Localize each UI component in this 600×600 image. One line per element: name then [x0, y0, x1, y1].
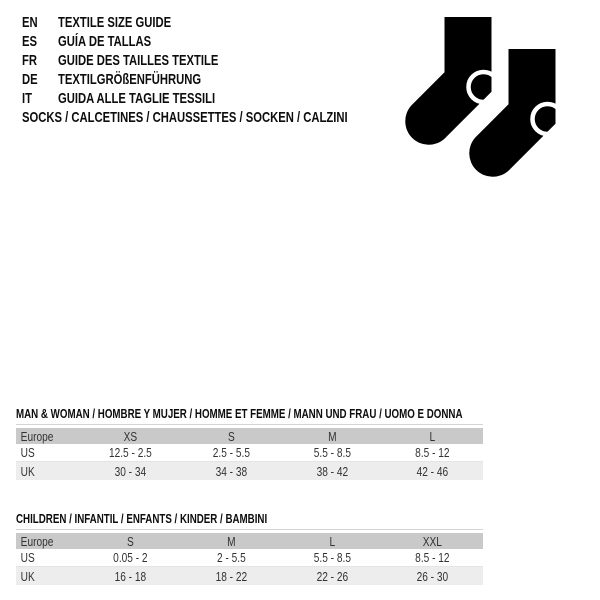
lang-code: IT — [22, 90, 33, 107]
lang-code: EN — [22, 14, 38, 31]
header-cell-m: M — [327, 428, 337, 444]
value-cell: 18 - 22 — [215, 568, 247, 584]
category-line-text: SOCKS / CALCETINES / CHAUSSETTES / SOCKEN / CALZINI — [22, 109, 348, 126]
lang-row-de — [22, 70, 272, 89]
header-cell-xs: XS — [123, 428, 138, 444]
table-row-uk — [16, 567, 483, 585]
table-header-row — [16, 428, 483, 444]
table-row-us — [16, 549, 483, 567]
lang-row-es — [22, 32, 272, 51]
value-cell: 2.5 - 5.5 — [212, 445, 250, 460]
value-cell: 34 - 38 — [215, 463, 247, 479]
lang-row-fr — [22, 51, 272, 70]
lang-label: GUIDE DES TAILLES TEXTILE — [58, 52, 219, 69]
value-cell: 12.5 - 2.5 — [108, 445, 152, 460]
table-row-uk — [16, 462, 483, 480]
divider-line — [16, 529, 483, 530]
value-cell: 5.5 - 8.5 — [313, 445, 351, 460]
value-cell: 30 - 34 — [114, 463, 147, 479]
table-header-row — [16, 533, 483, 549]
value-cell: 5.5 - 8.5 — [313, 550, 351, 565]
table-title — [16, 512, 483, 526]
value-cell: 42 - 46 — [416, 463, 449, 479]
value-cell: 8.5 - 12 — [415, 550, 450, 565]
row-label: US — [20, 445, 35, 460]
divider-line — [16, 424, 483, 425]
row-label: UK — [20, 568, 35, 584]
value-cell: 0.05 - 2 — [113, 550, 148, 565]
header-cell-s: S — [227, 428, 235, 444]
row-label: UK — [20, 463, 35, 479]
value-cell: 16 - 18 — [114, 568, 147, 584]
socks-icon-shapes — [405, 17, 562, 177]
lang-row-it — [22, 89, 272, 108]
table-title-text: CHILDREN / INFANTIL / ENFANTS / KINDER / BAMBINI — [16, 511, 268, 526]
language-title-list — [22, 13, 272, 108]
value-cell: 22 - 26 — [316, 568, 348, 584]
category-line — [22, 108, 456, 127]
header-cell-europe: Europe — [20, 428, 54, 444]
value-cell: 26 - 30 — [416, 568, 449, 584]
lang-label: TEXTILGRÖßENFÜHRUNG — [58, 71, 202, 88]
table-title-text: MAN & WOMAN / HOMBRE Y MUJER / HOMME ET FEMME / MANN UND FRAU / UOMO E DONNA — [16, 406, 463, 421]
socks-icon — [400, 0, 580, 185]
header-cell-europe: Europe — [20, 533, 54, 549]
lang-code: ES — [22, 33, 38, 50]
value-cell: 2 - 5.5 — [216, 550, 246, 565]
table-title — [16, 407, 483, 421]
header-cell-s: S — [126, 533, 134, 549]
lang-code: FR — [22, 52, 37, 69]
lang-label: GUÍA DE TALLAS — [58, 33, 152, 50]
header-cell-m: M — [226, 533, 236, 549]
value-cell: 38 - 42 — [316, 463, 348, 479]
header-cell-l: L — [429, 428, 436, 444]
lang-code: DE — [22, 71, 38, 88]
header-cell-xxl: XXL — [423, 533, 443, 549]
value-cell: 8.5 - 12 — [415, 445, 450, 460]
lang-row-en — [22, 13, 272, 32]
row-label: US — [20, 550, 35, 565]
size-table-children — [16, 512, 483, 585]
header-cell-l: L — [329, 533, 335, 549]
lang-label: TEXTILE SIZE GUIDE — [58, 14, 172, 31]
lang-label: GUIDA ALLE TAGLIE TESSILI — [58, 90, 216, 107]
table-row-us — [16, 444, 483, 462]
size-table-man-woman — [16, 407, 483, 480]
